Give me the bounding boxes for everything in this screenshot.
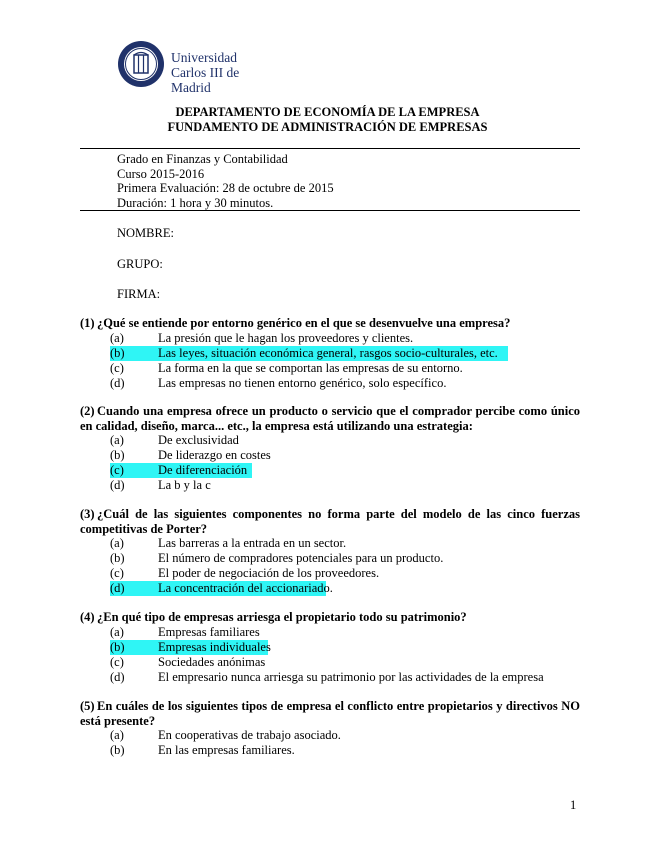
option-text: La forma en la que se comportan las empresas de su entorno. [158, 360, 463, 375]
option-text: De diferenciación [158, 463, 248, 477]
exam-date-line: Primera Evaluación: 28 de octubre de 2015 [117, 181, 334, 195]
option-text: Sociedades anónimas [158, 654, 266, 669]
signature-field-label: FIRMA: [117, 287, 161, 301]
option-label: (a) [110, 624, 124, 639]
option-text: En las empresas familiares. [158, 743, 295, 757]
option-text: La b y la c [158, 478, 211, 492]
option-label: (b) [110, 743, 125, 757]
question-title [80, 404, 580, 433]
question-2 [80, 404, 580, 493]
question-title [80, 507, 580, 536]
degree-line: Grado en Finanzas y Contabilidad [117, 152, 288, 166]
option-label: (b) [110, 448, 125, 462]
university-logo [117, 40, 277, 95]
university-seal-icon [117, 40, 165, 88]
option-b [110, 551, 580, 566]
option-c [110, 655, 580, 670]
option-a [110, 625, 580, 640]
option-text: De liderazgo en costes [158, 448, 271, 462]
option-text: Las barreras a la entrada en un sector. [158, 536, 347, 550]
option-text: Empresas individuales [158, 639, 271, 654]
option-label: (a) [110, 330, 124, 345]
option-label: (b) [110, 639, 125, 654]
option-c-highlighted [110, 463, 252, 478]
option-label: (c) [110, 654, 124, 669]
question-number: (5) [80, 699, 95, 713]
university-name-line2: Carlos III de Madrid [171, 65, 240, 95]
question-1 [80, 316, 580, 391]
question-text: ¿En qué tipo de empresas arriesga el propietario todo su patrimonio? [97, 610, 467, 624]
option-label: (b) [110, 551, 125, 565]
bottom-divider [80, 210, 580, 211]
option-c [110, 361, 580, 376]
question-number: (3) [80, 507, 95, 521]
option-b-highlighted [110, 639, 271, 655]
option-label: (c) [110, 463, 124, 477]
group-field-label: GRUPO: [117, 257, 163, 271]
option-d [110, 670, 580, 685]
option-text: La presión que le hagan los proveedores y clientes. [158, 330, 414, 345]
option-text: En cooperativas de trabajo asociado. [158, 728, 341, 742]
option-text: Las empresas no tienen entorno genérico, solo específico. [158, 375, 447, 390]
option-label: (c) [110, 360, 124, 375]
option-label: (d) [110, 478, 125, 492]
option-a [110, 331, 580, 346]
top-divider [80, 148, 580, 149]
question-number: (4) [80, 610, 95, 624]
question-title [80, 316, 580, 331]
option-label: (a) [110, 536, 124, 550]
option-b-highlighted [110, 346, 508, 361]
option-d [110, 376, 580, 391]
question-text: Cuando una empresa ofrece un producto o servicio que el comprador percibe como único en calidad, diseño, marca... etc., la empresa está utilizando una estrategia: [80, 404, 580, 433]
option-label: (c) [110, 566, 124, 580]
option-a [110, 536, 580, 551]
option-a [110, 728, 580, 743]
option-text: El poder de negociación de los proveedores. [158, 566, 380, 580]
option-a [110, 433, 580, 448]
name-field-label: NOMBRE: [117, 226, 174, 240]
option-text: El empresario nunca arriesga su patrimonio por las actividades de la empresa [158, 669, 544, 684]
option-label: (b) [110, 345, 125, 360]
document-heading [0, 105, 655, 135]
option-label: (a) [110, 433, 124, 447]
course-title: FUNDAMENTO DE ADMINISTRACIÓN DE EMPRESAS [167, 120, 488, 134]
option-d [110, 478, 580, 493]
university-name-line1: Universidad [171, 50, 237, 65]
option-d-highlighted [110, 581, 333, 596]
question-5 [80, 699, 580, 758]
department-title: DEPARTAMENTO DE ECONOMÍA DE LA EMPRESA [175, 105, 480, 119]
year-line: Curso 2015-2016 [117, 166, 205, 181]
option-text: Empresas familiares [158, 624, 260, 639]
option-text: Las leyes, situación económica general, rasgos socio-culturales, etc. [158, 345, 498, 360]
option-label: (d) [110, 581, 125, 595]
question-title [80, 699, 580, 728]
page-number: 1 [570, 798, 577, 812]
question-text: ¿Qué se entiende por entorno genérico en el que se desenvuelve una empresa? [97, 316, 511, 330]
option-b [110, 743, 580, 758]
option-label: (d) [110, 669, 125, 684]
question-text: En cuáles de los siguientes tipos de empresa el conflicto entre propietarios y directivos NO está presente? [80, 699, 580, 728]
option-c [110, 566, 580, 581]
question-4 [80, 610, 580, 685]
question-text: ¿Cuál de las siguientes componentes no forma parte del modelo de las cinco fuerzas competitivas de Porter? [80, 507, 580, 536]
question-title [80, 610, 580, 625]
option-b [110, 448, 580, 463]
option-label: (a) [110, 728, 124, 742]
question-number: (2) [80, 404, 95, 418]
question-3 [80, 507, 580, 596]
exam-info [117, 152, 334, 210]
option-text: De exclusividad [158, 433, 239, 447]
duration-line: Duración: 1 hora y 30 minutos. [117, 195, 274, 210]
option-label: (d) [110, 375, 125, 390]
option-text: El número de compradores potenciales para un producto. [158, 551, 444, 565]
university-name [171, 50, 277, 95]
question-number: (1) [80, 316, 95, 330]
option-text: La concentración del accionariado. [158, 581, 333, 595]
